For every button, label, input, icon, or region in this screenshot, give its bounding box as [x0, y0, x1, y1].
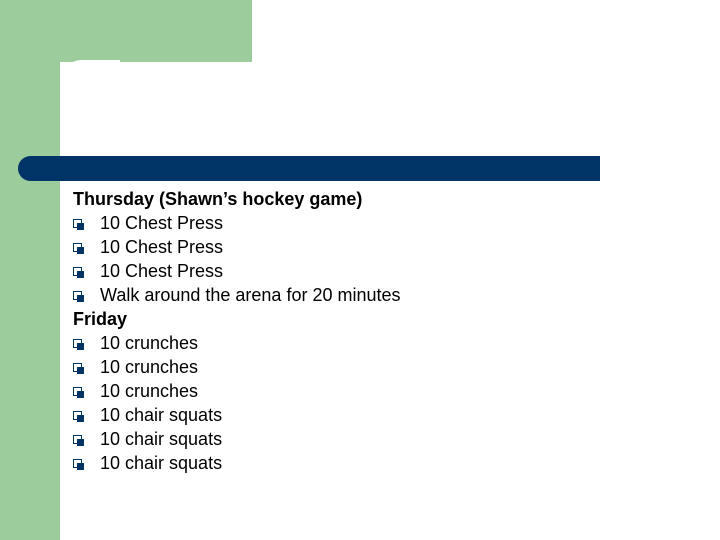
list-item-text: 10 chair squats	[100, 453, 223, 473]
list-item	[73, 355, 673, 379]
bullet-icon	[73, 387, 82, 396]
bullet-icon	[73, 243, 82, 252]
title-bar	[18, 156, 600, 181]
green-accent-left-strip	[0, 0, 60, 540]
list-item	[73, 427, 673, 451]
list-item	[73, 331, 673, 355]
list-item	[73, 235, 673, 259]
list-item-text: 10 chair squats	[100, 429, 223, 449]
list-item	[73, 379, 673, 403]
bullet-icon	[73, 411, 82, 420]
list-item-text: 10 chair squats	[100, 405, 223, 425]
list-item	[73, 259, 673, 283]
list-item	[73, 211, 673, 235]
list-item-text: 10 Chest Press	[100, 261, 224, 281]
bullet-icon	[73, 219, 82, 228]
bullet-icon	[73, 363, 82, 372]
bullet-icon	[73, 267, 82, 276]
bullet-icon	[73, 459, 82, 468]
list-item	[73, 283, 673, 307]
slide-body	[73, 187, 673, 475]
list-item	[73, 451, 673, 475]
bullet-icon	[73, 339, 82, 348]
list-item	[73, 403, 673, 427]
list-item-text: Walk around the arena for 20 minutes	[100, 285, 401, 305]
section-heading-friday: Friday	[73, 309, 128, 329]
rounded-corner-decoration	[60, 60, 120, 120]
bullet-icon	[73, 291, 82, 300]
list-item-text: 10 crunches	[100, 381, 199, 401]
bullet-icon	[73, 435, 82, 444]
list-item-text: 10 crunches	[100, 333, 199, 353]
section-heading-thursday: Thursday (Shawn’s hockey game)	[73, 189, 363, 209]
list-item-text: 10 Chest Press	[100, 213, 224, 233]
list-item-text: 10 Chest Press	[100, 237, 224, 257]
list-item-text: 10 crunches	[100, 357, 199, 377]
